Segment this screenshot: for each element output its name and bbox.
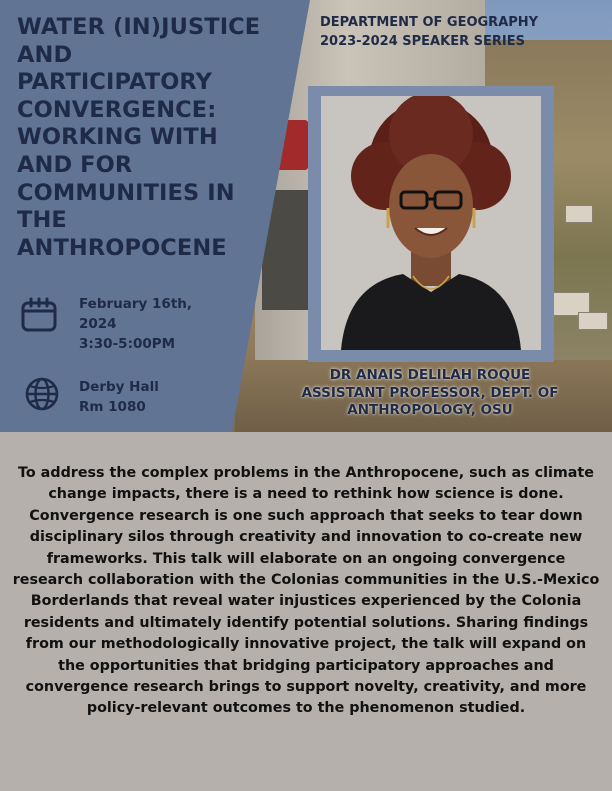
time-line: 3:30-5:00PM [79,336,176,352]
department-name: DEPARTMENT OF GEOGRAPHY [320,15,539,30]
event-title: WATER (IN)JUSTICE AND PARTICIPATORY CONVERGENCE: WORKING WITH AND FOR COMMUNITIES IN THE ANTHROPOCENE [17,14,261,261]
calendar-icon [19,294,59,334]
house [578,312,608,330]
speaker-name: DR ANAIS DELILAH ROQUE [329,367,531,383]
house [565,205,593,223]
location-text [79,377,159,417]
location-info [24,376,159,417]
speaker-series-heading [320,13,538,51]
series-name: 2023-2024 SPEAKER SERIES [320,34,525,49]
date-time-text [79,294,192,354]
speaker-photo [321,96,541,350]
speaker-portrait [321,96,541,350]
year-line: 2024 [79,316,117,332]
building-name: Derby Hall [79,379,159,395]
speaker-title: ASSISTANT PROFESSOR, DEPT. OF [301,384,559,401]
speaker-photo-frame [308,86,554,362]
date-time-info [19,294,192,354]
speaker-affiliation: ANTHROPOLOGY, OSU [347,402,513,418]
date-line: February 16th, [79,296,193,312]
room-number: Rm 1080 [79,399,146,415]
globe-icon [24,376,64,416]
speaker-info [286,367,574,420]
talk-abstract: To address the complex problems in the Anthropocene, such as climate change impacts, there is a need to rethink how science is done. Convergence research is one such approach that seeks to tear down disciplinary silos through creativity and innovation to co-create new frameworks. This talk will elaborate on an ongoing convergence research collaboration with the Colonias communities in the U.S.-Mexico Borderlands that reveal water injustices experienced by the Colonia residents and ultimately identify potential solutions. Sharing findings from our methodologically innovative project, the talk will expand on the opportunities that bridging participatory approaches and convergence research brings to support novelty, creativity, and more policy-relevant outcomes to the phenomenon studied. [12,465,600,717]
